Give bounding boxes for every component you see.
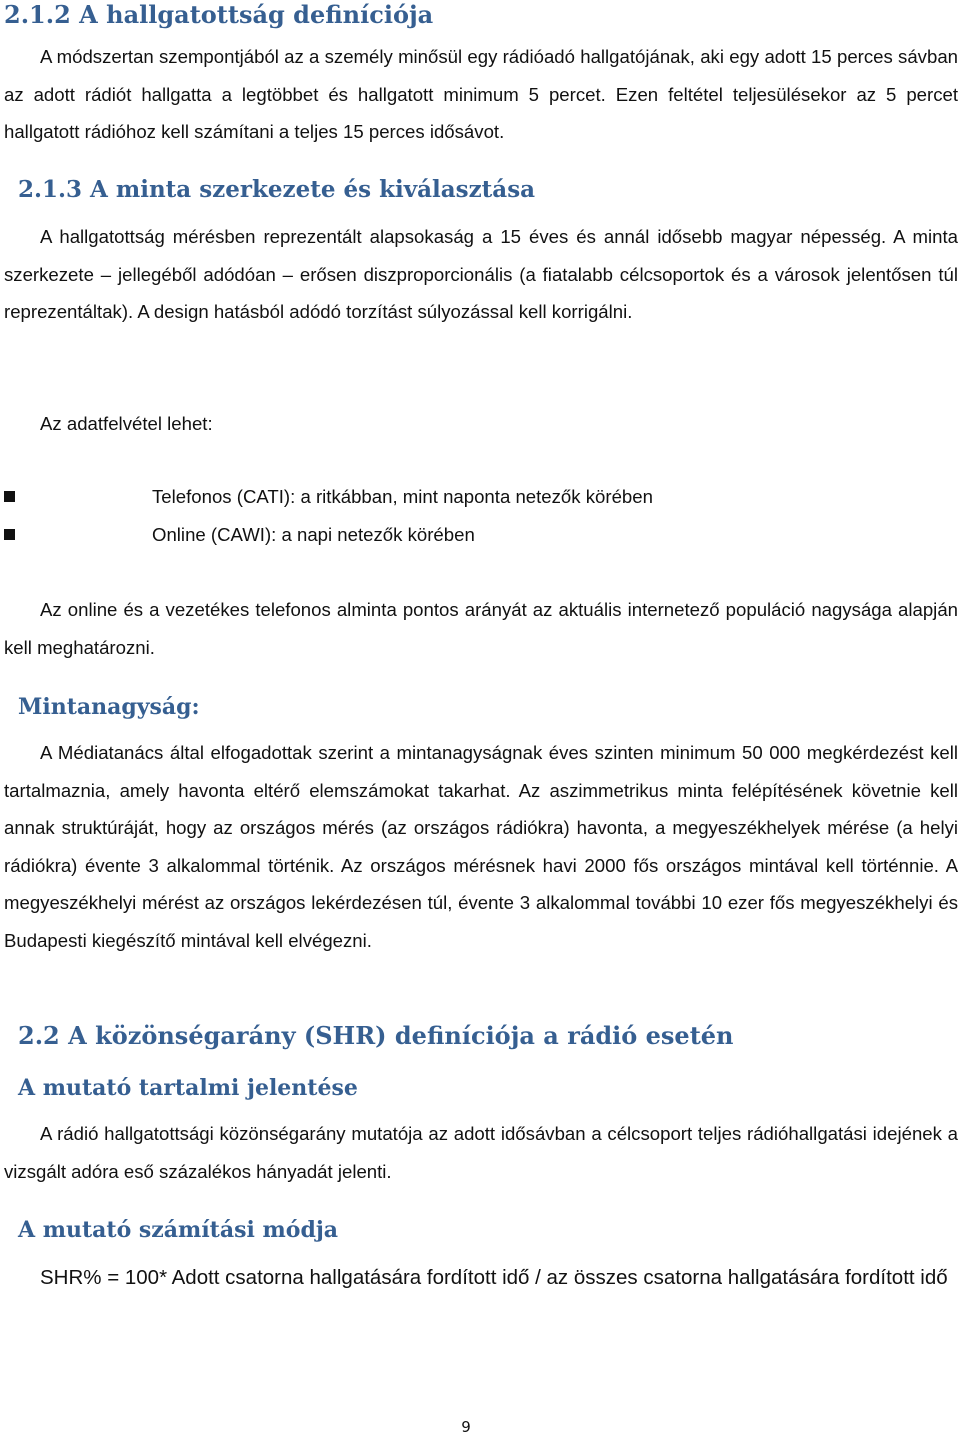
data-collection-intro: Az adatfelvétel lehet: [40, 413, 213, 434]
shr-formula: SHR% = 100* Adott csatorna hallgatására fordított idő / az összes csatorna hallgatására fordított idő [40, 1266, 948, 1289]
list-item [0, 485, 960, 509]
subsample-paragraph: Az online és a vezetékes telefonos alminta pontos arányát az aktuális internetező populáció nagysága alapján kell meghatározni. [4, 599, 958, 658]
definition-paragraph: A módszertan szempontjából az a személy minősül egy rádióadó hallgatójának, aki egy adott 15 perces sávban az adott rádiót hallgatta a legtöbbet és hallgatott minimum 5 percet. Ezen feltétel teljesülésekor az 5 percet hallgatott rádióhoz kell számítani a teljes 15 perces idősávot. [4, 46, 958, 142]
meaning-heading: A mutató tartalmi jelentése [18, 1075, 358, 1101]
square-bullet-icon [4, 491, 15, 502]
sample-size-paragraph: A Médiatanács által elfogadottak szerint a mintanagyságnak éves szinten minimum 50 000 megkérdezést kell tartalmaznia, amely havonta eltérő elemszámokat takarhat. Az aszimmetrikus minta felépítésének követnie kell annak struktúráját, hogy az országos mérés (az országos rádiókra) havonta, a megyeszékhelyek mérése (a helyi rádiókra) évente 3 alkalommal történik. Az országos mérésnek havi 2000 fős országos mintával kell történnie. A megyeszékhelyi mérést az országos lekérdezésen túl, évente 3 alkalommal további 10 ezer fős megyeszékhelyi és Budapesti kiegészítő mintával kell elvégezni. [4, 742, 958, 951]
sample-structure-paragraph: A hallgatottság mérésben reprezentált alapsokaság a 15 éves és annál idősebb magyar népesség. A minta szerkezete – jellegéből adódóan – erősen diszproporcionális (a fiatalabb célcsoportok és a városok jelentősen túl reprezentáltak). A design hatásból adódó torzítást súlyozással kell korrigálni. [4, 226, 958, 322]
calculation-heading: A mutató számítási módja [18, 1217, 339, 1243]
list-item-text: Telefonos (CATI): a ritkábban, mint naponta netezők körében [152, 486, 653, 507]
section-heading-2-1-3: 2.1.3 A minta szerkezete és kiválasztása [18, 176, 536, 203]
list-item-text: Online (CAWI): a napi netezők körében [152, 524, 475, 545]
page-number: 9 [461, 1418, 471, 1436]
sample-size-heading: Mintanagyság: [18, 694, 200, 720]
section-heading-2-1-2: 2.1.2 A hallgatottság definíciója [4, 0, 434, 29]
meaning-paragraph: A rádió hallgatottsági közönségarány mutatója az adott idősávban a célcsoport teljes rádióhallgatási idejének a vizsgált adóra eső százalékos hányadát jelenti. [4, 1123, 958, 1182]
section-heading-2-2: 2.2 A közönségarány (SHR) definíciója a rádió esetén [18, 1021, 734, 1050]
square-bullet-icon [4, 529, 15, 540]
list-item [0, 523, 960, 547]
